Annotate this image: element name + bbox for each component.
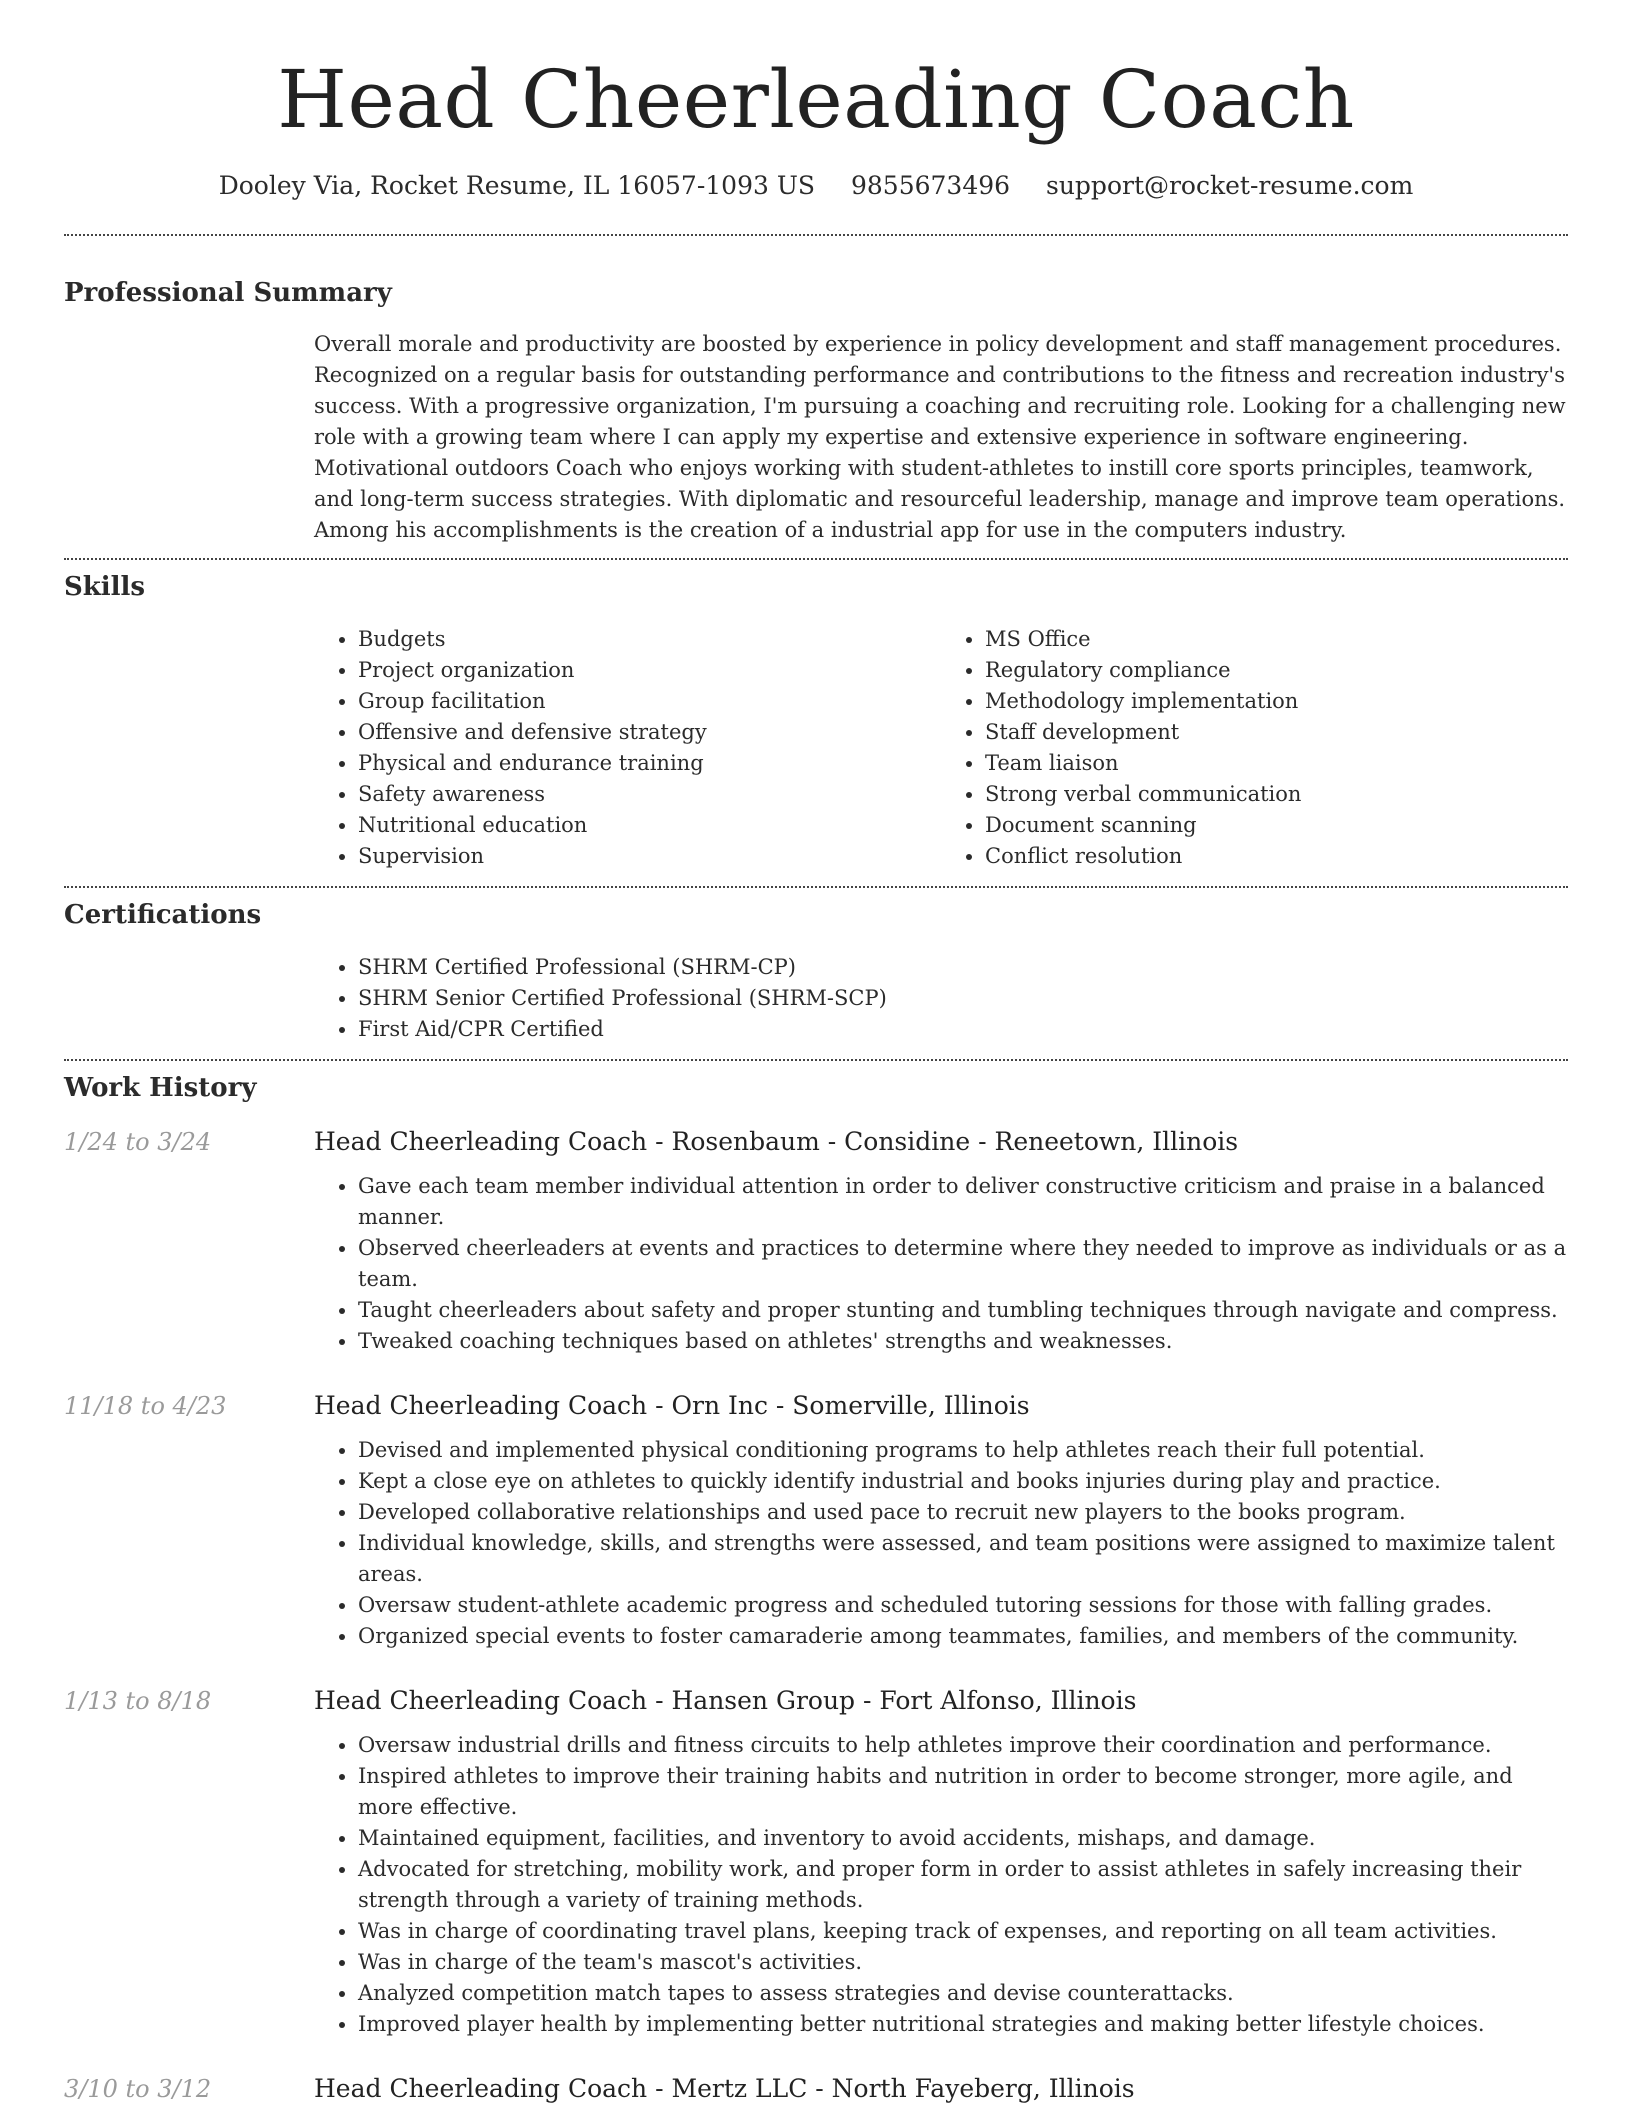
job-bullet: • Organized special events to foster camaraderie among teammates, families, and members of the community. — [358, 1621, 1568, 1652]
job-bullet: • Kept a close eye on athletes to quickly identify industrial and books injuries during play and practice. — [358, 1466, 1568, 1497]
certification-item: • First Aid/CPR Certified — [358, 1014, 1568, 1045]
divider — [64, 1059, 1568, 1061]
job-bullet-list — [314, 1730, 1568, 2040]
job-dates: 1/24 to 3/24 — [64, 1128, 212, 1156]
job-header — [64, 1684, 1568, 1718]
job-bullet: • Analyzed competition match tapes to assess strategies and devise counterattacks. — [358, 1978, 1568, 2009]
skills-list-left — [314, 624, 941, 872]
divider — [64, 886, 1568, 888]
contact-email: support@rocket-resume.com — [1046, 171, 1414, 200]
skill-item: • Nutritional education — [358, 810, 941, 841]
job-title: Head Cheerleading Coach - Hansen Group - Fort Alfonso, Illinois — [314, 1686, 1137, 1715]
skill-item: • Strong verbal communication — [985, 779, 1568, 810]
contact-phone: 9855673496 — [850, 171, 1011, 200]
skills-heading: Skills — [64, 572, 146, 602]
job-bullet: • Advocated for stretching, mobility work, and proper form in order to assist athletes in safely increasing their strength through a variety of training methods. — [358, 1854, 1568, 1916]
summary-text: Overall morale and productivity are boosted by experience in policy development and staff management procedures. Recognized on a regular basis for outstanding performance and contributions to the fitness and recreation industry's success. With a progressive organization, I'm pursuing a coaching and recruiting role. Looking for a challenging new role with a growing team where I can apply my expertise and extensive experience in software engineering. Motivational outdoors Coach who enjoys working with student-athletes to instill core sports principles, teamwork, and long-term success strategies. With diplomatic and resourceful leadership, manage and improve team operations. Among his accomplishments is the creation of a industrial app for use in the computers industry. — [314, 332, 1566, 542]
job-entry — [64, 1389, 1568, 1652]
job-entry — [64, 1125, 1568, 1357]
summary-section — [64, 276, 1568, 546]
contact-address: Dooley Via, Rocket Resume, IL 16057-1093 US — [218, 171, 816, 200]
work-history-heading: Work History — [64, 1073, 257, 1103]
skills-section — [64, 570, 1568, 872]
job-title: Head Cheerleading Coach - Mertz LLC - North Fayeberg, Illinois — [314, 2074, 1135, 2103]
job-bullet: • Tweaked coaching techniques based on athletes' strengths and weaknesses. — [358, 1326, 1568, 1357]
job-bullet-list — [314, 1435, 1568, 1652]
skill-item: • Project organization — [358, 655, 941, 686]
job-bullet: • Gave each team member individual attention in order to deliver constructive criticism and praise in a balanced manner. — [358, 1171, 1568, 1233]
skill-item: • Regulatory compliance — [985, 655, 1568, 686]
job-header — [64, 1125, 1568, 1159]
job-bullet: • Oversaw industrial drills and fitness circuits to help athletes improve their coordination and performance. — [358, 1730, 1568, 1761]
job-details — [314, 1435, 1568, 1652]
job-dates: 1/13 to 8/18 — [64, 1687, 212, 1715]
job-title: Head Cheerleading Coach - Orn Inc - Somerville, Illinois — [314, 1391, 1030, 1420]
contact-line — [64, 168, 1568, 204]
skills-grid — [314, 624, 1568, 872]
job-header — [64, 2072, 1568, 2106]
skill-item: • Offensive and defensive strategy — [358, 717, 941, 748]
summary-heading: Professional Summary — [64, 278, 392, 308]
skill-item: • Supervision — [358, 841, 941, 872]
resume-title: Head Cheerleading Coach — [277, 53, 1355, 146]
job-bullet: • Improved player health by implementing better nutritional strategies and making better lifestyle choices. — [358, 2009, 1568, 2040]
job-header — [64, 1389, 1568, 1423]
skill-item: • Staff development — [985, 717, 1568, 748]
job-bullet: • Individual knowledge, skills, and strengths were assessed, and team positions were assigned to maximize talent areas. — [358, 1528, 1568, 1590]
job-bullet: • Was in charge of the team's mascot's activities. — [358, 1947, 1568, 1978]
summary-body — [314, 329, 1568, 546]
job-dates: 11/18 to 4/23 — [64, 1392, 227, 1420]
job-title: Head Cheerleading Coach - Rosenbaum - Considine - Reneetown, Illinois — [314, 1127, 1239, 1156]
skills-list-right — [941, 624, 1568, 872]
job-entry — [64, 1684, 1568, 2040]
job-details — [314, 1171, 1568, 1357]
job-details — [314, 1730, 1568, 2040]
job-bullet: • Inspired athletes to improve their training habits and nutrition in order to become stronger, more agile, and more effective. — [358, 1761, 1568, 1823]
skill-item: • MS Office — [985, 624, 1568, 655]
divider — [64, 234, 1568, 236]
job-bullet: • Developed collaborative relationships and used pace to recruit new players to the books program. — [358, 1497, 1568, 1528]
job-bullet: • Devised and implemented physical conditioning programs to help athletes reach their full potential. — [358, 1435, 1568, 1466]
job-bullet: • Oversaw student-athlete academic progress and scheduled tutoring sessions for those with falling grades. — [358, 1590, 1568, 1621]
work-history-section — [64, 1071, 1568, 2106]
certifications-heading: Certifications — [64, 900, 262, 930]
skill-item: • Group facilitation — [358, 686, 941, 717]
resume-page — [64, 0, 1568, 2106]
job-bullet: • Taught cheerleaders about safety and proper stunting and tumbling techniques through navigate and compress. — [358, 1295, 1568, 1326]
certification-item: • SHRM Certified Professional (SHRM-CP) — [358, 952, 1568, 983]
certifications-section — [64, 898, 1568, 1045]
certifications-body — [314, 952, 1568, 1045]
skill-item: • Physical and endurance training — [358, 748, 941, 779]
certifications-list — [314, 952, 1568, 1045]
certification-item: • SHRM Senior Certified Professional (SHRM-SCP) — [358, 983, 1568, 1014]
job-bullet: • Was in charge of coordinating travel plans, keeping track of expenses, and reporting on all team activities. — [358, 1916, 1568, 1947]
job-bullet: • Maintained equipment, facilities, and inventory to avoid accidents, mishaps, and damage. — [358, 1823, 1568, 1854]
job-bullet-list — [314, 1171, 1568, 1357]
skill-item: • Budgets — [358, 624, 941, 655]
job-entry — [64, 2072, 1568, 2106]
skill-item: • Document scanning — [985, 810, 1568, 841]
skill-item: • Methodology implementation — [985, 686, 1568, 717]
divider — [64, 558, 1568, 560]
skill-item: • Conflict resolution — [985, 841, 1568, 872]
job-dates: 3/10 to 3/12 — [64, 2075, 212, 2103]
job-bullet: • Observed cheerleaders at events and practices to determine where they needed to improve as individuals or as a team. — [358, 1233, 1568, 1295]
skill-item: • Safety awareness — [358, 779, 941, 810]
skill-item: • Team liaison — [985, 748, 1568, 779]
